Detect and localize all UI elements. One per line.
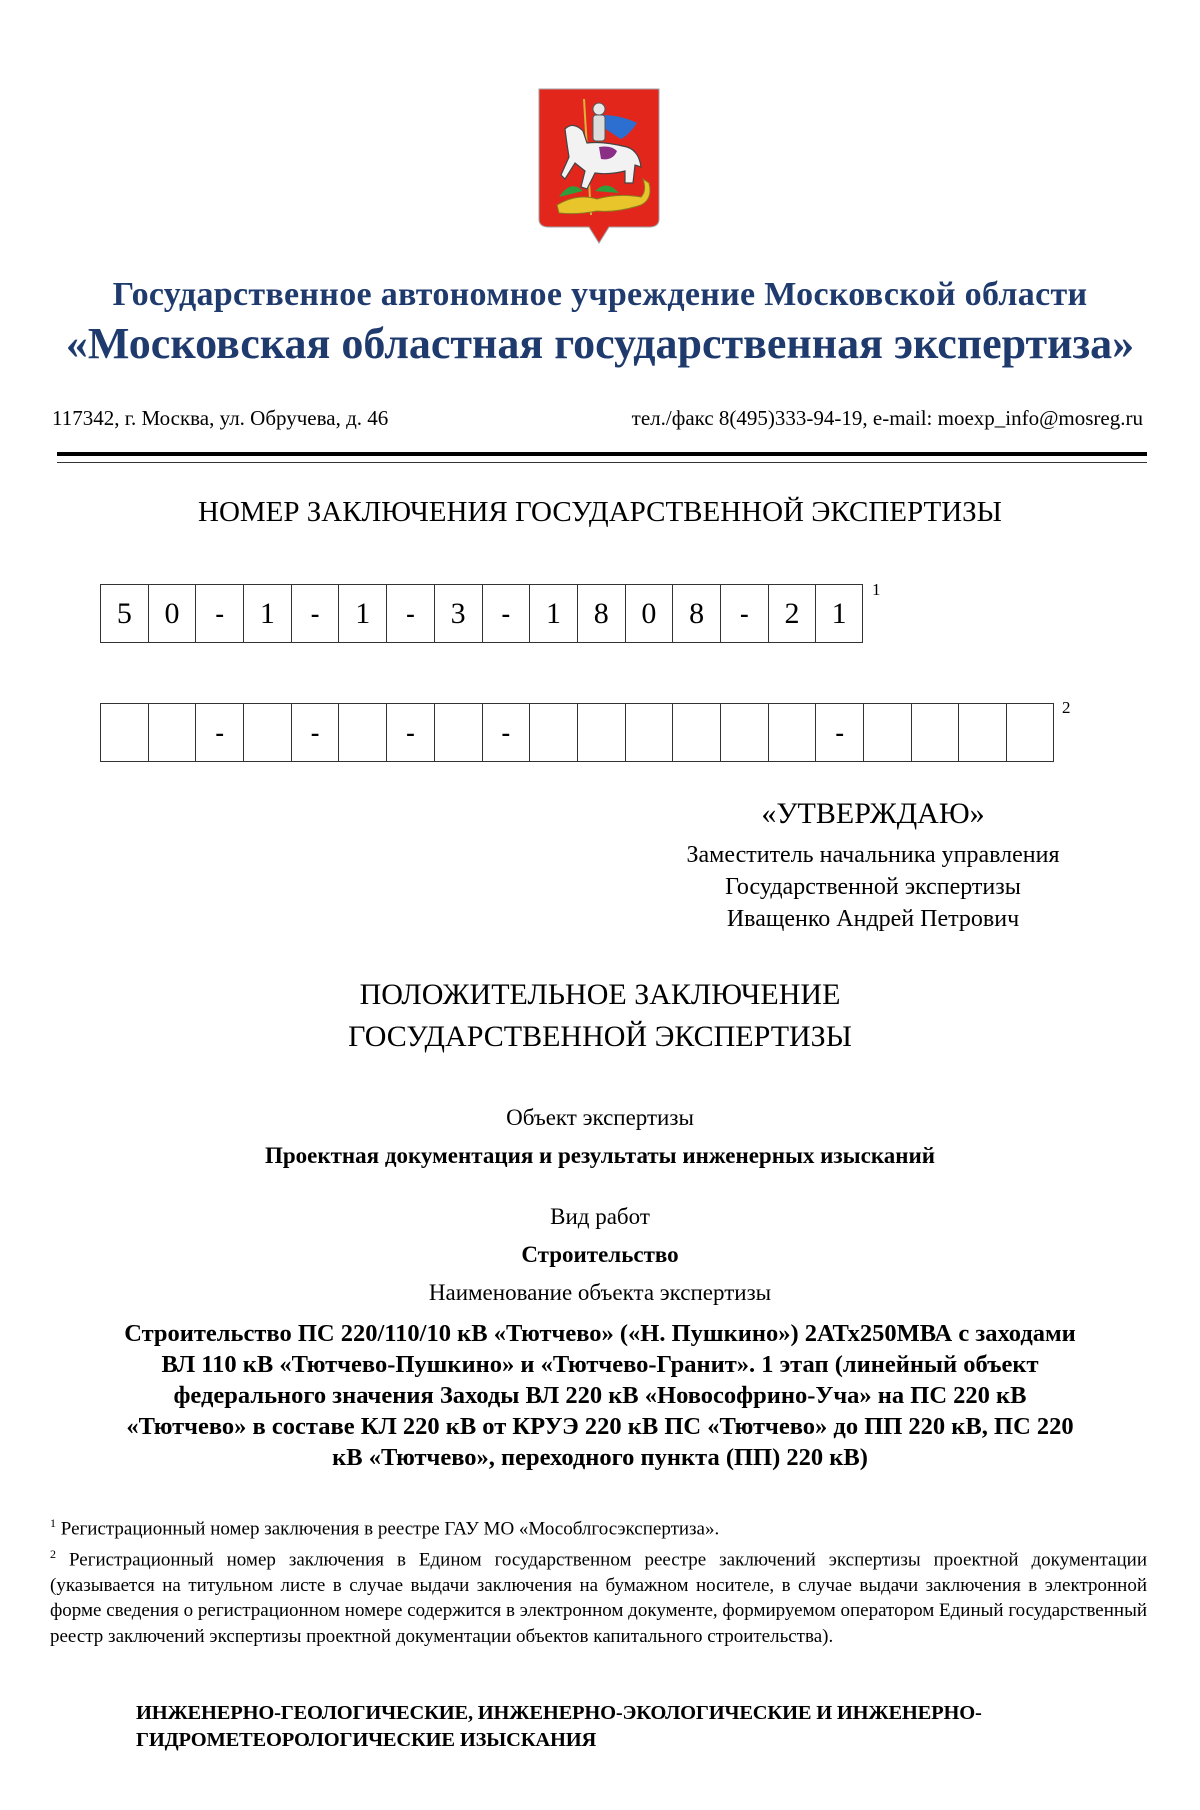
- section-heading: [136, 1700, 1136, 1754]
- number-cell: [148, 703, 196, 762]
- number-cell: [338, 703, 386, 762]
- object-value: Проектная документация и результаты инженерных изысканий: [264, 1143, 936, 1168]
- number-cell: 1: [338, 584, 386, 643]
- approver-position-line2: Государственной экспертизы: [725, 874, 1021, 900]
- coat-of-arms-icon: [537, 87, 661, 245]
- number-cell-dash: -: [386, 703, 434, 762]
- object-name: [55, 1318, 1145, 1473]
- number-cell: [434, 703, 482, 762]
- object-label: Объект экспертизы: [506, 1105, 694, 1130]
- object-name-label: Наименование объекта экспертизы: [428, 1280, 772, 1305]
- number-cell-dash: -: [291, 584, 339, 643]
- number-cell: [672, 703, 720, 762]
- number-cell: [1006, 703, 1054, 762]
- number-cell: [577, 703, 625, 762]
- footnote-mark: 2: [50, 1546, 56, 1561]
- number-cell: 3: [434, 584, 482, 643]
- registry-number-row: [100, 584, 863, 643]
- number-cell: 0: [148, 584, 196, 643]
- unified-registry-number-row: [100, 703, 1054, 762]
- footnote-text: Регистрационный номер заключения в Едином государственном реестре заключений экспертизы проектной документации (указывается на титульном листе в случае выдачи заключения на бумажном носителе, в случае выдачи заключения в электронной форме сведения о регистрационном номере содержится в электронном документе, формируемом оператором Единый государственный реестр заключений экспертизы проектной документации объектов капитального строительства).: [50, 1549, 1147, 1647]
- number-cell-dash: -: [386, 584, 434, 643]
- number-cell: [243, 703, 291, 762]
- number-cell: [863, 703, 911, 762]
- work-type-label: Вид работ: [550, 1204, 650, 1229]
- number-cell: [529, 703, 577, 762]
- object-name-line: «Тютчево» в составе КЛ 220 кВ от КРУЭ 220 кВ ПС «Тютчево» до ПП 220 кВ, ПС 220: [126, 1413, 1074, 1440]
- approver-position-line1: Заместитель начальника управления: [686, 842, 1060, 868]
- section-heading-line2: ГИДРОМЕТЕОРОЛОГИЧЕСКИЕ ИЗЫСКАНИЯ: [136, 1729, 597, 1751]
- number-cell: [720, 703, 768, 762]
- number-cell-dash: -: [195, 703, 243, 762]
- number-cell: 8: [672, 584, 720, 643]
- number-cell: [958, 703, 1006, 762]
- number-cell: 0: [625, 584, 673, 643]
- conclusion-number-heading: НОМЕР ЗАКЛЮЧЕНИЯ ГОСУДАРСТВЕННОЙ ЭКСПЕРТИЗЫ: [198, 496, 1002, 528]
- footnote-text: Регистрационный номер заключения в реестре ГАУ МО «Мособлгосэкспертиза».: [56, 1518, 720, 1540]
- object-name-line: Строительство ПС 220/110/10 кВ «Тютчево» («Н. Пушкино») 2АТх250МВА с заходами: [124, 1320, 1076, 1347]
- number-cell: 8: [577, 584, 625, 643]
- number-cell: 1: [529, 584, 577, 643]
- footnote-marker-1: 1: [872, 580, 881, 599]
- footnote-1: [50, 1511, 1147, 1542]
- number-cell: 5: [100, 584, 148, 643]
- object-name-line: федерального значения Заходы ВЛ 220 кВ «Новософрино-Уча» на ПС 220 кВ: [173, 1382, 1027, 1409]
- footnote-marker-2: 2: [1062, 698, 1071, 717]
- number-cell-dash: -: [482, 703, 530, 762]
- footnotes: [50, 1511, 1147, 1649]
- organization-address: 117342, г. Москва, ул. Обручева, д. 46: [52, 406, 389, 430]
- number-cell-dash: -: [482, 584, 530, 643]
- conclusion-title-line1: ПОЛОЖИТЕЛЬНОЕ ЗАКЛЮЧЕНИЕ: [359, 978, 841, 1011]
- number-cell: 2: [768, 584, 816, 643]
- footnote-mark: 1: [50, 1516, 56, 1530]
- number-cell-dash: -: [291, 703, 339, 762]
- object-name-line: кВ «Тютчево», переходного пункта (ПП) 220 кВ): [332, 1444, 868, 1471]
- number-cell-dash: -: [815, 703, 863, 762]
- number-cell: [625, 703, 673, 762]
- work-type-value: Строительство: [521, 1242, 679, 1267]
- number-cell-dash: -: [195, 584, 243, 643]
- conclusion-title-line2: ГОСУДАРСТВЕННОЙ ЭКСПЕРТИЗЫ: [348, 1020, 852, 1053]
- number-cell: 1: [243, 584, 291, 643]
- approval-title: «УТВЕРЖДАЮ»: [761, 797, 985, 830]
- number-cell: [911, 703, 959, 762]
- number-cell: [100, 703, 148, 762]
- footnote-2: [50, 1542, 1147, 1649]
- object-name-line: ВЛ 110 кВ «Тютчево-Пушкино» и «Тютчево-Гранит». 1 этап (линейный объект: [161, 1351, 1039, 1378]
- organization-name-line1: Государственное автономное учреждение Московской области: [112, 276, 1088, 313]
- section-heading-line1: ИНЖЕНЕРНО-ГЕОЛОГИЧЕСКИЕ, ИНЖЕНЕРНО-ЭКОЛОГИЧЕСКИЕ И ИНЖЕНЕРНО-: [136, 1702, 982, 1724]
- approver-name: Иващенко Андрей Петрович: [726, 906, 1020, 932]
- number-cell: 1: [815, 584, 863, 643]
- header-divider-thick: [57, 452, 1147, 456]
- organization-contacts: тел./факс 8(495)333-94-19, e-mail: moexp_info@mosreg.ru: [631, 406, 1143, 430]
- header-divider-thin: [57, 462, 1147, 463]
- number-cell-dash: -: [720, 584, 768, 643]
- number-cell: [768, 703, 816, 762]
- organization-name-line2: «Московская областная государственная экспертиза»: [65, 319, 1135, 368]
